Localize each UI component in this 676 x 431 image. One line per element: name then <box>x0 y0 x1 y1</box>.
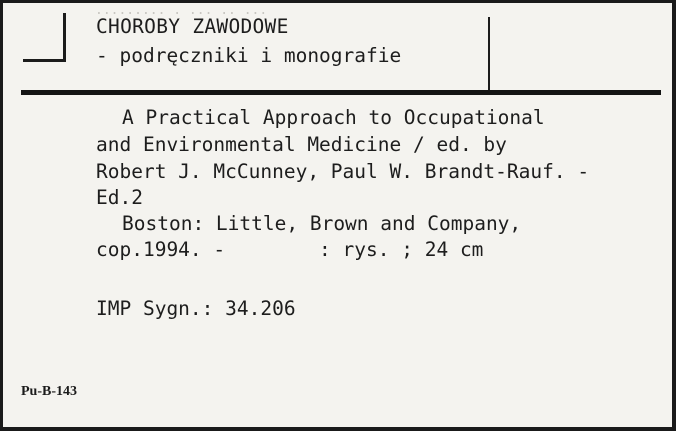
title-line-2: and Environmental Medicine / ed. by <box>96 133 507 156</box>
catalog-card <box>3 3 672 427</box>
heading-rule <box>21 90 661 95</box>
heading-divider-line <box>488 17 490 93</box>
edition-line: Ed.2 <box>96 186 143 209</box>
faint-bleed-text: ......... . ... .. ... <box>95 3 268 18</box>
corner-mark-horizontal <box>23 59 66 62</box>
corner-mark-vertical <box>63 13 66 61</box>
title-line-1: A Practical Approach to Occupational <box>122 106 545 129</box>
subject-subheading: - podręczniki i monografie <box>96 44 402 67</box>
call-number: IMP Sygn.: 34.206 <box>96 297 296 320</box>
library-stamp-code: Pu-B-143 <box>21 384 77 399</box>
authors-line: Robert J. McCunney, Paul W. Brandt-Rauf. - <box>96 160 590 183</box>
physical-description-line: cop.1994. - : rys. ; 24 cm <box>96 238 484 261</box>
publisher-line: Boston: Little, Brown and Company, <box>122 212 522 235</box>
subject-heading: CHOROBY ZAWODOWE <box>96 15 289 38</box>
